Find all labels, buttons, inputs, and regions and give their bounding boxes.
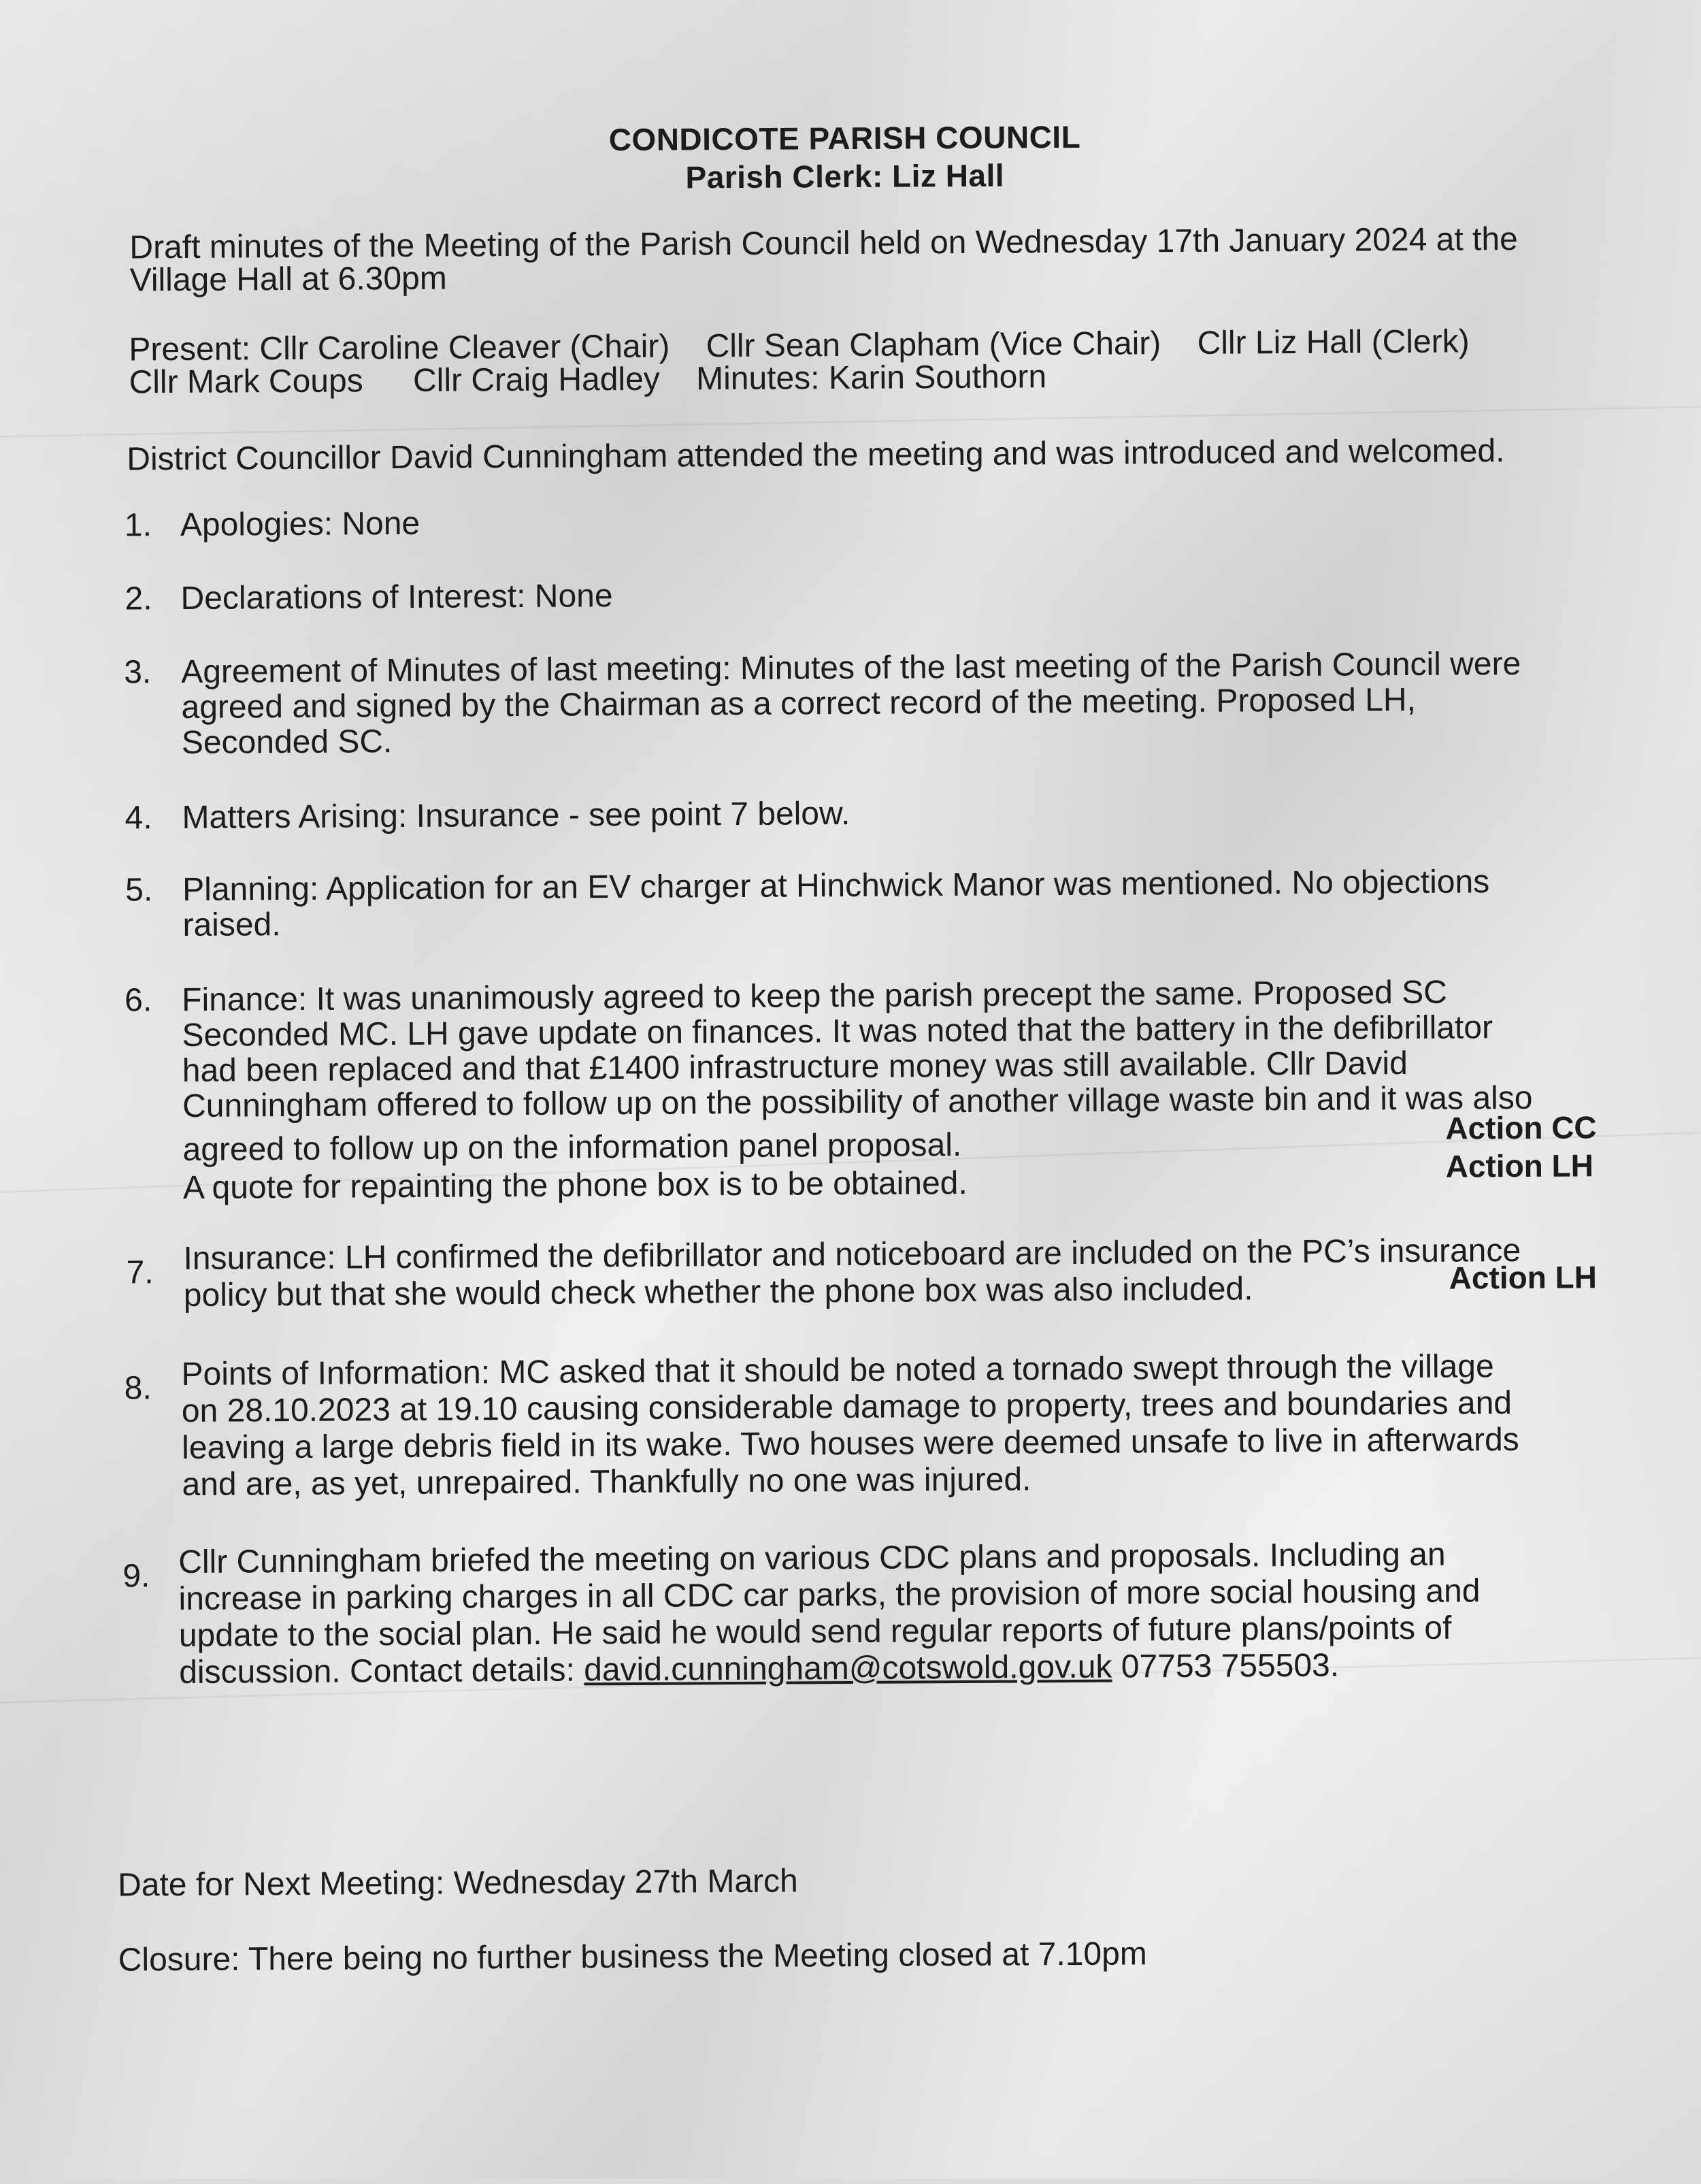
attendee: Cllr Liz Hall (Clerk) — [1197, 323, 1470, 361]
item-line: Finance: It was unanimously agreed to keep the parish precept the same. Proposed SC — [182, 974, 1448, 1019]
item-line: leaving a large debris field in its wake. Two houses were deemed unsafe to live in afterwards — [182, 1422, 1519, 1467]
item-number: 1. — [124, 507, 152, 544]
item-line: A quote for repainting the phone box is to be obtained. — [182, 1164, 968, 1206]
attendee: Cllr Caroline Cleaver (Chair) — [259, 328, 670, 368]
clerk-line: Parish Clerk: Liz Hall — [685, 157, 1005, 195]
item-line: Matters Arising: Insurance - see point 7 below. — [182, 795, 850, 836]
district-councillor-note: District Councillor David Cunningham attended the meeting and was introduced and welcomed. — [127, 433, 1505, 478]
item-number: 7. — [126, 1254, 154, 1291]
item-line: Apologies: None — [180, 505, 420, 544]
item-number: 8. — [124, 1370, 152, 1407]
item-line: Cllr Cunningham briefed the meeting on various CDC plans and proposals. Including an — [178, 1536, 1446, 1581]
next-meeting: Date for Next Meeting: Wednesday 27th March — [117, 1863, 798, 1904]
item-line: increase in parking charges in all CDC car parks, the provision of more social housing and — [178, 1573, 1481, 1618]
item-line: Agreement of Minutes of last meeting: Minutes of the last meeting of the Parish Council were — [181, 645, 1521, 690]
item-line: Seconded MC. LH gave update on finances. It was noted that the battery in the defibrillator — [182, 1009, 1493, 1054]
item-number: 5. — [125, 872, 153, 909]
present-label: Present: — [129, 331, 251, 368]
attendee: Cllr Craig Hadley — [412, 361, 660, 399]
item-line: Planning: Application for an EV charger at Hinchwick Manor was mentioned. No objections — [182, 864, 1490, 908]
item-line: agreed and signed by the Chairman as a correct record of the meeting. Proposed LH, — [181, 681, 1417, 726]
closure: Closure: There being no further business the Meeting closed at 7.10pm — [118, 1936, 1147, 1978]
action-marker: Action LH — [1449, 1259, 1598, 1296]
attendee: Cllr Sean Clapham (Vice Chair) — [706, 325, 1161, 365]
council-title: CONDICOTE PARISH COUNCIL — [608, 118, 1081, 158]
item-number: 3. — [124, 654, 152, 691]
item-line: update to the social plan. He said he would send regular reports of future plans/points of — [178, 1610, 1452, 1655]
item-line: Points of Information: MC asked that it should be noted a tornado swept through the village — [181, 1348, 1494, 1393]
item-line: had been replaced and that £1400 infrastructure money was still available. Cllr David — [182, 1045, 1408, 1089]
action-marker: Action CC — [1445, 1109, 1597, 1146]
item-number: 2. — [125, 581, 152, 617]
action-marker: Action LH — [1445, 1147, 1594, 1184]
item-line: agreed to follow up on the information panel proposal. — [182, 1127, 962, 1168]
intro-line-2: Village Hall at 6.30pm — [129, 260, 447, 299]
item-line: discussion. Contact details: — [179, 1652, 575, 1691]
item-line: raised. — [182, 907, 281, 943]
attendee: Minutes: Karin Southorn — [695, 359, 1047, 397]
item-number: 6. — [125, 982, 152, 1019]
item-line: Cunningham offered to follow up on the possibility of another village waste bin and it was also — [182, 1079, 1533, 1124]
item-number: 9. — [122, 1558, 150, 1595]
item-number: 4. — [125, 800, 152, 836]
item-line: Declarations of Interest: None — [180, 578, 613, 617]
item-line-contact — [179, 1647, 1340, 1691]
attendee: Cllr Mark Coups — [129, 363, 363, 401]
item-line: and are, as yet, unrepaired. Thankfully no one was injured. — [182, 1461, 1031, 1503]
email-link[interactable]: david.cunningham@cotswold.gov.uk — [584, 1648, 1112, 1689]
item-line: Seconded SC. — [181, 723, 393, 761]
intro-line-1: Draft minutes of the Meeting of the Parish Council held on Wednesday 17th January 2024 at the — [129, 221, 1518, 266]
phone-number: 07753 755503. — [1121, 1647, 1340, 1685]
item-line: Insurance: LH confirmed the defibrillator and noticeboard are included on the PC’s insurance — [183, 1232, 1521, 1277]
item-line: on 28.10.2023 at 19.10 causing considerable damage to property, trees and boundaries and — [181, 1385, 1513, 1430]
present-line-2 — [129, 361, 1046, 399]
item-line: policy but that she would check whether the phone box was also included. — [183, 1271, 1253, 1314]
